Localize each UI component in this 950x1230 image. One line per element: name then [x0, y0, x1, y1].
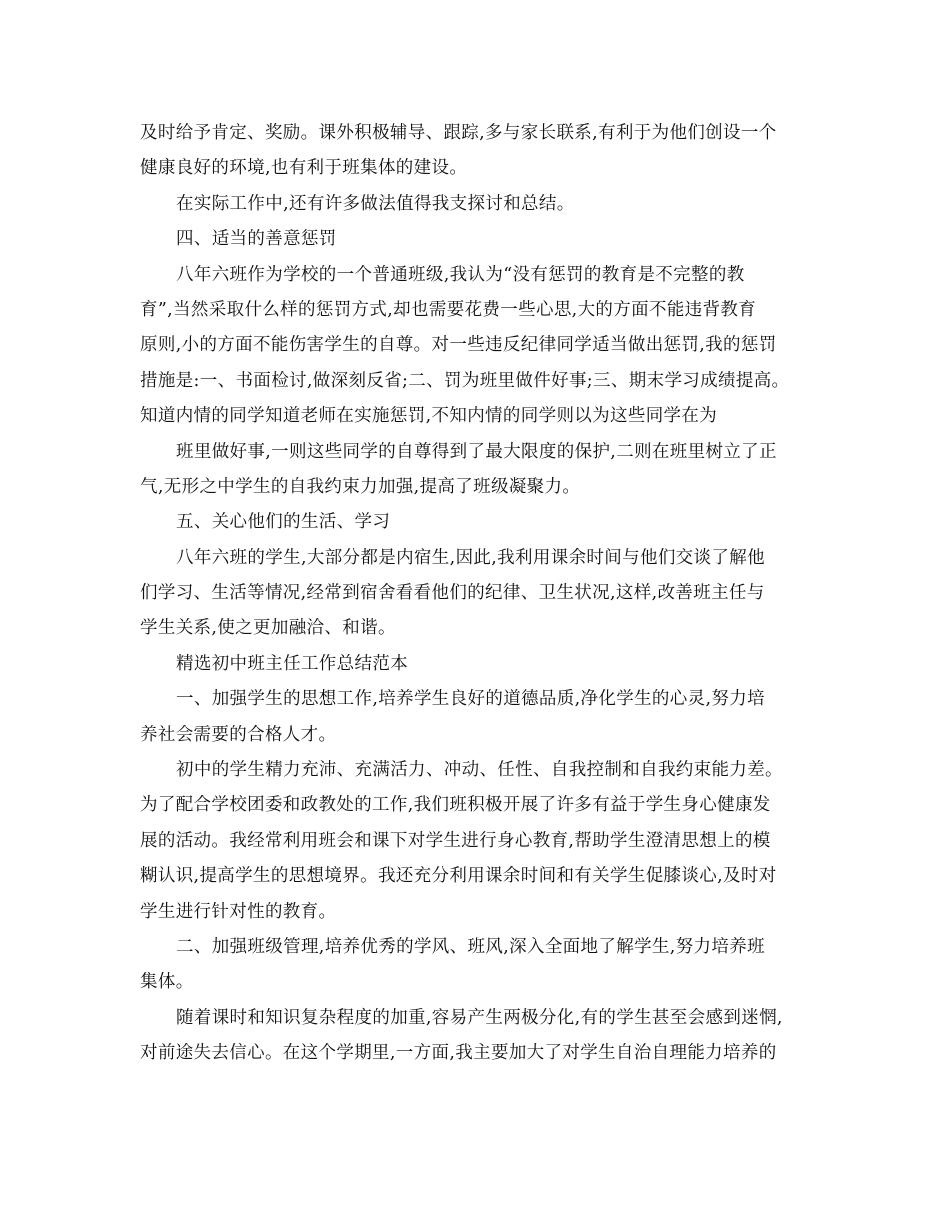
text-line: 班里做好事,一则这些同学的自尊得到了最大限度的保护,二则在班里树立了正 — [176, 441, 777, 462]
text-line: 气,无形之中学生的自我约束力加强,提高了班级凝聚力。 — [140, 476, 581, 497]
text-line: 原则,小的方面不能伤害学生的自尊。对一些违反纪律同学适当做出惩罚,我的惩罚 — [140, 335, 777, 356]
text-line: 们学习、生活等情况,经常到宿舍看看他们的纪律、卫生状况,这样,改善班主任与 — [140, 583, 765, 604]
text-line: 初中的学生精力充沛、充满活力、冲动、任性、自我控制和自我约束能力差。 — [176, 760, 783, 781]
text-line: 集体。 — [140, 972, 194, 993]
text-line: 养社会需要的合格人才。 — [140, 724, 337, 745]
section-heading: 五、关心他们的生活、学习 — [176, 512, 391, 533]
text-line: 措施是:一、书面检讨,做深刻反省;二、罚为班里做件好事;三、期末学习成绩提高。 — [140, 370, 790, 391]
section-heading: 二、加强班级管理,培养优秀的学风、班风,深入全面地了解学生,努力培养班 — [176, 936, 765, 957]
document-title: 精选初中班主任工作总结范本 — [176, 653, 409, 674]
text-line: 学生关系,使之更加融洽、和谐。 — [140, 618, 396, 639]
text-line: 育”,当然采取什么样的惩罚方式,却也需要花费一些心思,大的方面不能违背教育 — [140, 299, 757, 320]
text-line: 糊认识,提高学生的思想境界。我还充分利用课余时间和有关学生促膝谈心,及时对 — [140, 866, 777, 887]
text-line: 知道内情的同学知道老师在实施惩罚,不知内情的同学则以为这些同学在为 — [140, 406, 718, 427]
section-heading: 四、适当的善意惩罚 — [176, 229, 337, 250]
text-line: 对前途失去信心。在这个学期里,一方面,我主要加大了对学生自治自理能力培养的 — [140, 1043, 777, 1064]
section-heading: 一、加强学生的思想工作,培养学生良好的道德品质,净化学生的心灵,努力培 — [176, 689, 765, 710]
text-line: 在实际工作中,还有许多做法值得我支探讨和总结。 — [176, 193, 575, 214]
text-line: 展的活动。我经常利用班会和课下对学生进行身心教育,帮助学生澄清思想上的模 — [140, 830, 771, 851]
text-line: 八年六班作为学校的一个普通班级,我认为“没有惩罚的教育是不完整的教 — [176, 264, 745, 285]
text-line: 随着课时和知识复杂程度的加重,容易产生两极分化,有的学生甚至会感到迷惘, — [176, 1007, 783, 1028]
text-line: 健康良好的环境,也有利于班集体的建设。 — [140, 158, 468, 179]
text-line: 为了配合学校团委和政教处的工作,我们班积极开展了许多有益于学生身心健康发 — [140, 795, 771, 816]
text-line: 八年六班的学生,大部分都是内宿生,因此,我利用课余时间与他们交谈了解他 — [176, 547, 765, 568]
document-body — [140, 116, 840, 1072]
text-line: 学生进行针对性的教育。 — [140, 901, 337, 922]
text-line: 及时给予肯定、奖励。课外积极辅导、跟踪,多与家长联系,有利于为他们创设一个 — [140, 123, 777, 143]
